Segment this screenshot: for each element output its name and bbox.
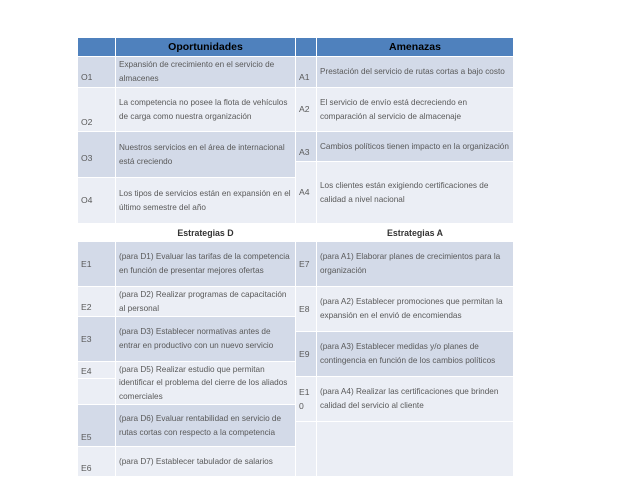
opportunity-text: Los tipos de servicios están en expansión en el último semestre del año [116, 178, 295, 223]
threat-id: A3 [296, 132, 316, 161]
threat-text: Los clientes están exigiendo certificaciones de calidad a nivel nacional [317, 162, 513, 223]
threat-id: A2 [296, 88, 316, 131]
opportunity-text: La competencia no posee la flota de vehículos de carga como nuestra organización [116, 88, 295, 131]
opportunity-text: Nuestros servicios en el área de internacional está creciendo [116, 132, 295, 177]
header-threats: Amenazas [317, 38, 513, 56]
strategy-a-id: E10 [296, 377, 316, 421]
strategy-a-text: (para A1) Elaborar planes de crecimientos para la organización [317, 242, 513, 286]
strategy-d-id-spacer [78, 379, 115, 404]
strategy-header-d: Estrategias D [116, 224, 295, 241]
strategy-a-text: (para A3) Establecer medidas y/o planes de contingencia en función de los cambios políticos [317, 332, 513, 376]
strategy-d-id: E6 [78, 447, 115, 476]
strategy-d-text: (para D5) Realizar estudio que permitan identificar el problema del cierre de los aliados comerciales [116, 362, 295, 404]
threat-id: A4 [296, 162, 316, 223]
threat-text: El servicio de envío está decreciendo en comparación al servicio de almacenaje [317, 88, 513, 131]
strategy-a-empty-id [296, 422, 316, 476]
strategy-d-text: (para D3) Establecer normativas antes de entrar en productivo con un nuevo servicio [116, 317, 295, 361]
header-empty-right [296, 38, 316, 56]
strategy-d-id: E1 [78, 242, 115, 286]
strategy-d-id: E2 [78, 287, 115, 316]
opportunity-id: O4 [78, 178, 115, 223]
strategy-a-empty-text [317, 422, 513, 476]
strategy-d-text: (para D2) Realizar programas de capacitación al personal [116, 287, 295, 316]
threat-text: Prestación del servicio de rutas cortas a bajo costo [317, 57, 513, 87]
opportunity-id: O3 [78, 132, 115, 177]
header-opportunities: Oportunidades [116, 38, 295, 56]
opportunity-id: O1 [78, 57, 115, 87]
strategy-header-empty-left [78, 224, 115, 241]
threat-text: Cambios políticos tienen impacto en la organización [317, 132, 513, 161]
strategy-header-empty-right [296, 224, 316, 241]
strategy-a-id: E8 [296, 287, 316, 331]
strategy-header-a: Estrategias A [317, 224, 513, 241]
threat-id: A1 [296, 57, 316, 87]
opportunity-id: O2 [78, 88, 115, 131]
strategy-d-text: (para D7) Establecer tabulador de salarios [116, 447, 295, 476]
strategy-d-id: E5 [78, 405, 115, 446]
strategy-d-id: E3 [78, 317, 115, 361]
strategy-d-text: (para D6) Evaluar rentabilidad en servicio de rutas cortas con respecto a la competencia [116, 405, 295, 446]
strategy-d-id: E4 [78, 362, 115, 378]
header-empty-left [78, 38, 115, 56]
strategy-a-text: (para A4) Realizar las certificaciones que brinden calidad del servicio al cliente [317, 377, 513, 421]
strategy-d-text: (para D1) Evaluar las tarifas de la competencia en función de presentar mejores ofertas [116, 242, 295, 286]
strategy-a-text: (para A2) Establecer promociones que permitan la expansión en el envió de encomiendas [317, 287, 513, 331]
opportunity-text: Expansión de crecimiento en el servicio de almacenes [116, 57, 295, 87]
swot-strategy-table [78, 38, 513, 476]
strategy-a-id: E9 [296, 332, 316, 376]
strategy-a-id: E7 [296, 242, 316, 286]
